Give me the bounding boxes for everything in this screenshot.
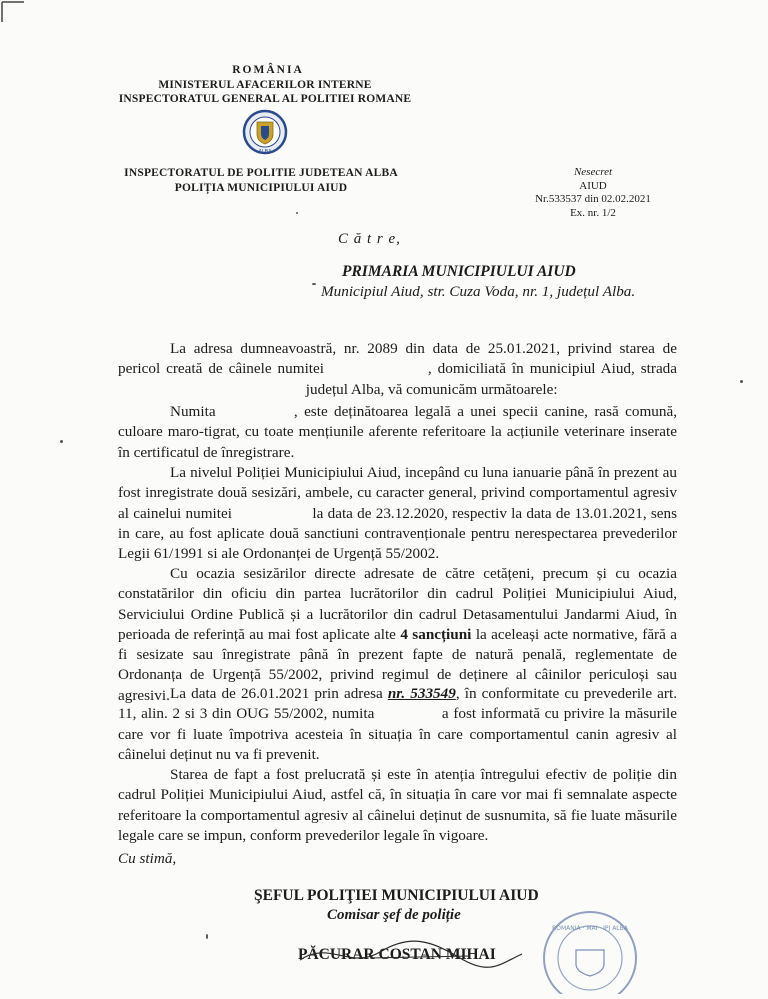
official-stamp (532, 900, 642, 994)
paragraph-5 (118, 684, 677, 765)
paragraph-3 (118, 463, 677, 564)
p4-text-a: Cu ocazia sesizărilor directe adresate de către cetățeni, precum și cu ocazia constatărilor din oficiu din partea lucrătorilor din cadrul Poliției Municipiului Aiud, Serviciului Ordine Publică și a lucrătorilor din cadrul Detasamentului Jandarmi Aiud, în perioada de referință au mai fost aplicate alte (118, 565, 677, 643)
scan-speck (206, 934, 208, 939)
header-inspectorate: INSPECTORATUL GENERAL AL POLITIEI ROMANE (118, 93, 412, 105)
signatory-rank: Comisar şef de poliție (327, 907, 461, 923)
header-country: ROMÂNIA (232, 64, 304, 76)
p3-text-a: La nivelul Poliției Municipiului Aiud, incepând cu luna ianuarie până în prezent au fost inregistrate două sesizări, ambele, cu caracter general, privind comportamentul agresiv al cainelui numitei (118, 464, 677, 522)
p2-text-b: , este deținătoarea legală a unei specii canine, rasă comună, culoare maro-tigrat, cu toate mențiunile aferente referitoare la acțiunile veterinare inserate în certificatul de înregistrare. (118, 403, 678, 461)
copy-number: Ex. nr. 1/2 (570, 207, 616, 219)
p4-sanctions-count: 4 sancțiuni (400, 625, 472, 643)
scan-speck (296, 212, 298, 214)
recipient-to: C ă t r e, (338, 231, 401, 247)
classification-status: Nesecret (573, 166, 613, 178)
header-ministry: MINISTERUL AFACERILOR INTERNE (158, 79, 372, 91)
p1-text-a: La adresa dumneavoastră, nr. 2089 din data de 25.01.2021, privind starea de pericol creată de câinele numitei (118, 340, 677, 378)
recipient-name: PRIMARIA MUNICIPIULUI AIUD (342, 263, 576, 280)
signatory-role: ŞEFUL POLIŢIEI MUNICIPIULUI AIUD (254, 887, 539, 904)
handwritten-signature (290, 930, 530, 980)
scan-speck (60, 440, 63, 443)
scan-speck (312, 283, 316, 285)
document-number: Nr.533537 din 02.02.2021 (535, 193, 651, 205)
police-emblem (229, 108, 301, 158)
p5-text-b: , în conformitate cu prevederile art. 11, alin. 2 si 3 din OUG 55/2002, numita (118, 685, 677, 723)
header-municipal-police: POLIȚIA MUNICIPIULUI AIUD (174, 182, 348, 194)
p5-text-a: La data de 26.01.2021 prin adresa (170, 685, 383, 702)
salutation: Cu stimă, (118, 850, 177, 867)
corner-mark (0, 0, 30, 30)
p6-text: Starea de fapt a fost prelucrată și este în atenția întregului efectiv de poliție din cadrul Poliției Municipiului Aiud, astfel că, în situația în care vor mai fi semnalate aspecte referitoare la comportamentul agresiv al câinelui deținut de susnumita, să fie luate măsurile legale care se impun, conform prevederilor legale în vigoare. (118, 766, 677, 844)
recipient-address: Municipiul Aiud, str. Cuza Voda, nr. 1, județul Alba. (321, 283, 636, 300)
p4-text-b: la aceleași acte normative, fără a fi sesizate sau înregistrate până în prezent fapte de natură penală, reglementate de Ordonanța de Urgență 55/2002, privind regimul de deținere al câinilor periculoși sau agresivi. (118, 625, 677, 704)
scan-speck (740, 380, 743, 383)
signatory-name: PĂCURAR COSTAN MIHAI (298, 946, 496, 963)
paragraph-2 (118, 402, 677, 463)
address-reference: nr. 533549 (387, 685, 456, 702)
paragraph-6 (118, 765, 677, 846)
p2-text-a: Numita (170, 403, 216, 420)
p5-text-c: a fost informată cu privire la măsurile care vor fi luate împotriva acesteia în situația în care comportamentul canin agresiv al câinelui deținut nu va fi prevenit. (118, 705, 677, 763)
classification-city: AIUD (579, 180, 607, 192)
p1-text-c: județul Alba, vă comunicăm următoarele: (305, 380, 558, 398)
emblem-text: ALBA (258, 149, 272, 155)
p1-text-b: , domiciliată în municipiul Aiud, strada (427, 360, 678, 378)
p3-text-b: la data de 23.12.2020, respectiv la data de 13.01.2021, sens in care, au fost aplicate două sanctiuni contravenționale pentru nerespectarea prevederilor Legii 61/1991 si ale Ordonanței de Urgență 55/2002. (118, 504, 678, 563)
paragraph-1 (118, 339, 677, 400)
stamp-text: ROMANIA · MAI · IPJ ALBA (552, 925, 628, 932)
header-county-inspectorate: INSPECTORATUL DE POLITIE JUDETEAN ALBA (124, 167, 398, 179)
